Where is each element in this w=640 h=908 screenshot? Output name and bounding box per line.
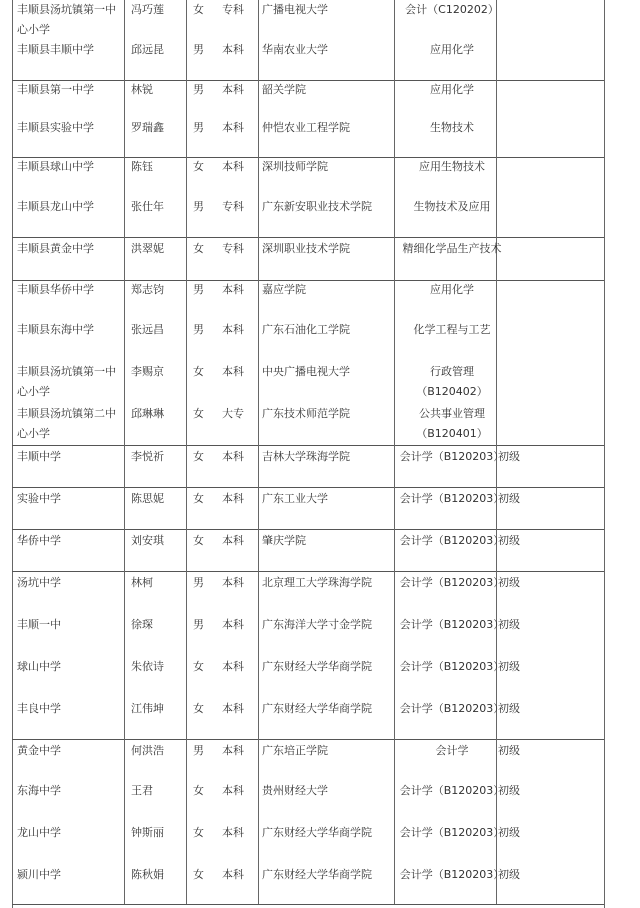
cell-college: 韶关学院 <box>262 83 306 96</box>
cell-name: 邱琳琳 <box>131 407 164 420</box>
cell-major: 行政管理（B120402） <box>416 365 488 398</box>
column-divider <box>394 445 395 487</box>
row-group <box>12 80 604 158</box>
cell-edu: 本科 <box>222 492 244 505</box>
cell-school: 丰顺县龙山中学 <box>17 200 94 213</box>
column-divider <box>258 237 259 280</box>
cell-school: 丰顺县球山中学 <box>17 160 94 173</box>
cell-college: 广东石油化工学院 <box>262 323 350 336</box>
row-group <box>12 237 604 281</box>
row-group <box>12 445 604 488</box>
cell-college: 仲恺农业工程学院 <box>262 121 350 134</box>
cell-edu: 本科 <box>222 826 244 839</box>
cell-edu: 本科 <box>222 534 244 547</box>
cell-major: 会计学（B120203） <box>399 868 505 881</box>
cell-major: 会计学（B120203） <box>399 784 505 797</box>
column-divider <box>258 280 259 445</box>
cell-college: 广东财经大学华商学院 <box>262 660 372 673</box>
column-divider <box>186 445 187 487</box>
cell-gender: 男 <box>193 576 204 589</box>
cell-edu: 本科 <box>222 660 244 673</box>
cell-major: 精细化学品生产技术 <box>402 242 502 255</box>
cell-college: 广东新安职业技术学院 <box>262 200 372 213</box>
cell-school: 丰顺县丰顺中学 <box>17 43 94 56</box>
cell-school: 丰顺县华侨中学 <box>17 283 94 296</box>
column-divider <box>258 445 259 487</box>
cell-name: 江伟坤 <box>131 702 164 715</box>
row-group <box>12 739 604 905</box>
cell-gender: 女 <box>193 3 204 16</box>
cell-name: 洪翠妮 <box>131 242 164 255</box>
cell-gender: 女 <box>193 450 204 463</box>
column-divider <box>394 237 395 280</box>
cell-gender: 男 <box>193 283 204 296</box>
cell-name: 刘安琪 <box>131 534 164 547</box>
cell-edu: 本科 <box>222 323 244 336</box>
column-divider <box>186 157 187 237</box>
column-divider <box>394 529 395 571</box>
cell-level: 初级 <box>498 868 520 881</box>
cell-gender: 男 <box>193 323 204 336</box>
column-divider <box>394 157 395 237</box>
cell-school: 丰良中学 <box>17 702 61 715</box>
cell-gender: 女 <box>193 160 204 173</box>
cell-school: 汤坑中学 <box>17 576 61 589</box>
cell-gender: 男 <box>193 121 204 134</box>
cell-level: 初级 <box>498 450 520 463</box>
cell-level: 初级 <box>498 702 520 715</box>
row-group <box>12 529 604 572</box>
cell-gender: 男 <box>193 618 204 631</box>
cell-edu: 本科 <box>222 618 244 631</box>
cell-major: 应用化学 <box>430 83 474 96</box>
cell-edu: 本科 <box>222 43 244 56</box>
cell-gender: 女 <box>193 826 204 839</box>
cell-school: 丰顺县黄金中学 <box>17 242 94 255</box>
row-group <box>12 0 604 81</box>
cell-college: 广东工业大学 <box>262 492 328 505</box>
column-divider <box>186 529 187 571</box>
cell-school: 华侨中学 <box>17 534 61 547</box>
cell-major: 化学工程与工艺 <box>413 323 491 336</box>
cell-major: 生物技术 <box>430 121 474 134</box>
cell-gender: 女 <box>193 784 204 797</box>
cell-edu: 本科 <box>222 868 244 881</box>
cell-college: 嘉应学院 <box>262 283 306 296</box>
cell-edu: 本科 <box>222 283 244 296</box>
cell-level: 初级 <box>498 744 520 757</box>
cell-school: 黄金中学 <box>17 744 61 757</box>
cell-gender: 女 <box>193 492 204 505</box>
cell-college: 广东海洋大学寸金学院 <box>262 618 372 631</box>
row-group <box>12 487 604 530</box>
cell-name: 郑志钧 <box>131 283 164 296</box>
cell-college: 吉林大学珠海学院 <box>262 450 350 463</box>
cell-gender: 女 <box>193 534 204 547</box>
cell-major: 会计学（B120203） <box>399 660 505 673</box>
cell-major: 应用化学 <box>430 43 474 56</box>
cell-gender: 男 <box>193 43 204 56</box>
cell-school: 实验中学 <box>17 492 61 505</box>
cell-school: 丰顺县实验中学 <box>17 121 94 134</box>
cell-edu: 本科 <box>222 450 244 463</box>
column-divider <box>394 80 395 157</box>
cell-school: 东海中学 <box>17 784 61 797</box>
cell-school: 丰顺县汤坑镇第一中心小学 <box>17 365 116 398</box>
column-divider <box>186 280 187 445</box>
column-divider <box>258 157 259 237</box>
cell-gender: 男 <box>193 200 204 213</box>
cell-edu: 专科 <box>222 3 244 16</box>
cell-college: 广东财经大学华商学院 <box>262 826 372 839</box>
cell-edu: 本科 <box>222 365 244 378</box>
cell-edu: 本科 <box>222 744 244 757</box>
column-divider <box>186 80 187 157</box>
cell-college: 北京理工大学珠海学院 <box>262 576 372 589</box>
cell-college: 华南农业大学 <box>262 43 328 56</box>
cell-college: 中央广播电视大学 <box>262 365 350 378</box>
cell-name: 徐琛 <box>131 618 153 631</box>
column-divider <box>186 487 187 529</box>
cell-edu: 专科 <box>222 242 244 255</box>
cell-college: 广东技术师范学院 <box>262 407 350 420</box>
cell-school: 丰顺一中 <box>17 618 61 631</box>
cell-school: 丰顺县汤坑镇第二中心小学 <box>17 407 116 440</box>
cell-gender: 女 <box>193 702 204 715</box>
cell-major: 生物技术及应用 <box>413 200 491 213</box>
cell-level: 初级 <box>498 784 520 797</box>
cell-name: 罗瑞鑫 <box>131 121 164 134</box>
column-divider <box>394 280 395 445</box>
cell-level: 初级 <box>498 576 520 589</box>
cell-college: 广东财经大学华商学院 <box>262 702 372 715</box>
cell-school: 丰顺县汤坑镇第一中心小学 <box>17 3 116 36</box>
cell-name: 林锐 <box>131 83 153 96</box>
cell-major: 会计学（B120203） <box>399 618 505 631</box>
cell-name: 邱远昆 <box>131 43 164 56</box>
cell-name: 钟斯丽 <box>131 826 164 839</box>
column-divider <box>394 0 395 80</box>
column-divider <box>258 739 259 904</box>
cell-name: 何洪浩 <box>131 744 164 757</box>
cell-gender: 女 <box>193 365 204 378</box>
cell-edu: 本科 <box>222 784 244 797</box>
table-right-border <box>604 0 605 908</box>
cell-college: 广播电视大学 <box>262 3 328 16</box>
cell-edu: 本科 <box>222 83 244 96</box>
cell-school: 丰顺中学 <box>17 450 61 463</box>
cell-school: 丰顺县第一中学 <box>17 83 94 96</box>
cell-major: 会计学 <box>435 744 469 757</box>
column-divider <box>394 739 395 904</box>
row-group <box>12 571 604 740</box>
cell-college: 深圳技师学院 <box>262 160 328 173</box>
column-divider <box>186 237 187 280</box>
cell-name: 林柯 <box>131 576 153 589</box>
cell-major: 会计学（B120203） <box>399 534 505 547</box>
cell-level: 初级 <box>498 826 520 839</box>
cell-name: 王君 <box>131 784 153 797</box>
column-divider <box>394 571 395 739</box>
cell-edu: 本科 <box>222 160 244 173</box>
cell-name: 李赐京 <box>131 365 164 378</box>
cell-college: 广东培正学院 <box>262 744 328 757</box>
cell-edu: 专科 <box>222 200 244 213</box>
cell-name: 冯巧莲 <box>131 3 164 16</box>
column-divider <box>394 487 395 529</box>
cell-college: 贵州财经大学 <box>262 784 328 797</box>
column-divider <box>186 0 187 80</box>
cell-edu: 本科 <box>222 702 244 715</box>
cell-major: 应用化学 <box>430 283 474 296</box>
cell-edu: 本科 <box>222 576 244 589</box>
cell-gender: 男 <box>193 744 204 757</box>
cell-college: 肇庆学院 <box>262 534 306 547</box>
cell-name: 李悦祈 <box>131 450 164 463</box>
cell-college: 深圳职业技术学院 <box>262 242 350 255</box>
cell-level: 初级 <box>498 618 520 631</box>
cell-gender: 女 <box>193 407 204 420</box>
cell-school: 球山中学 <box>17 660 61 673</box>
cell-school: 颍川中学 <box>17 868 61 881</box>
cell-name: 陈思妮 <box>131 492 164 505</box>
column-divider <box>258 80 259 157</box>
row-group <box>12 280 604 446</box>
column-divider <box>186 739 187 904</box>
cell-name: 朱依诗 <box>131 660 164 673</box>
column-divider <box>258 487 259 529</box>
cell-level: 初级 <box>498 534 520 547</box>
cell-level: 初级 <box>498 660 520 673</box>
row-group <box>12 157 604 238</box>
cell-name: 陈钰 <box>131 160 153 173</box>
cell-gender: 女 <box>193 242 204 255</box>
cell-name: 陈秋娟 <box>131 868 164 881</box>
cell-edu: 大专 <box>222 407 244 420</box>
cell-college: 广东财经大学华商学院 <box>262 868 372 881</box>
cell-major: 应用生物技术 <box>419 160 485 173</box>
column-divider <box>186 571 187 739</box>
column-divider <box>258 0 259 80</box>
cell-major: 会计学（B120203） <box>399 492 505 505</box>
cell-gender: 男 <box>193 83 204 96</box>
cell-name: 张仕年 <box>131 200 164 213</box>
column-divider <box>258 529 259 571</box>
cell-major: 会计学（B120203） <box>399 450 505 463</box>
cell-major: 会计学（B120203） <box>399 826 505 839</box>
cell-school: 丰顺县东海中学 <box>17 323 94 336</box>
cell-level: 初级 <box>498 492 520 505</box>
cell-school: 龙山中学 <box>17 826 61 839</box>
cell-gender: 女 <box>193 660 204 673</box>
column-divider <box>258 571 259 739</box>
cell-gender: 女 <box>193 868 204 881</box>
cell-major: 会计（C120202） <box>405 3 499 16</box>
cell-name: 张远昌 <box>131 323 164 336</box>
cell-edu: 本科 <box>222 121 244 134</box>
cell-major: 公共事业管理（B120401） <box>416 407 488 440</box>
cell-major: 会计学（B120203） <box>399 576 505 589</box>
cell-major: 会计学（B120203） <box>399 702 505 715</box>
